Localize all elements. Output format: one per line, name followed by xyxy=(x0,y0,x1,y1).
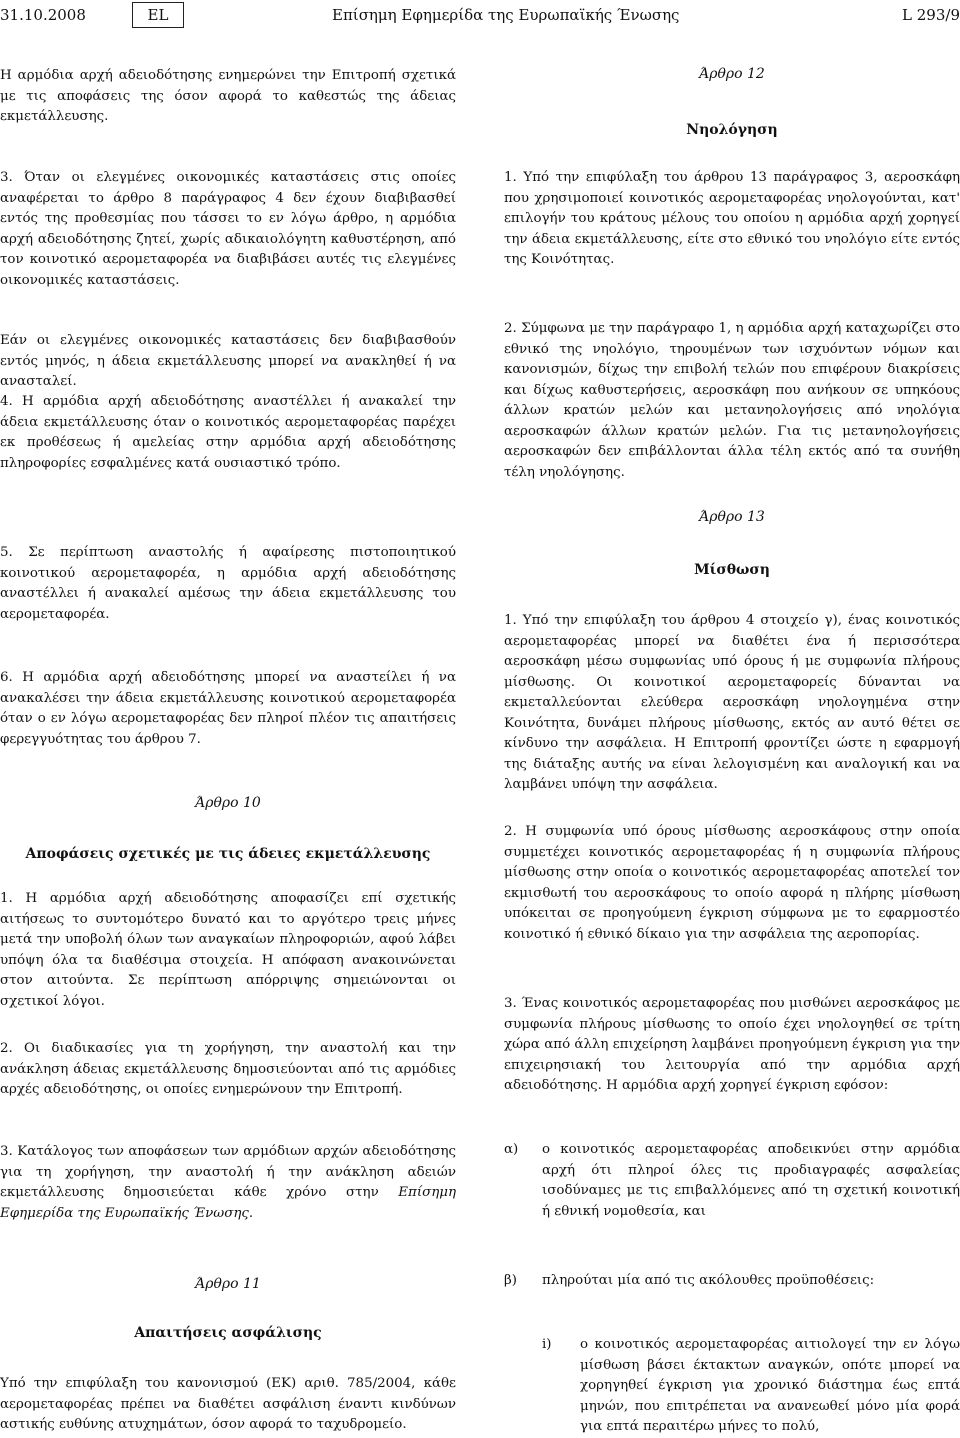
article-10-paragraph-3-text: 3. Κατάλογος των αποφάσεων των αρμόδιων αρχών αδειοδότησης για τη χορήγηση, την αναστολή ή την ανάκληση αδειών εκμετάλλευσης δημοσιεύεται κάθε χρόνο στην xyxy=(0,1144,456,1200)
list-item-a-text: ο κοινοτικός αερομεταφορέας αποδεικνύει στην αρμόδια αρχή ότι πληροί όλες τις προδιαγραφές ασφαλείας ισοδύναμες με τις επιβαλλόμενες από τη σχετική κοινοτική ή εθνική νομοθεσία, και xyxy=(542,1142,960,1219)
article-10-title: Αποφάσεις σχετικές με τις άδειες εκμετάλλευσης xyxy=(25,846,431,862)
article-12-paragraph-2: 2. Σύμφωνα με την παράγραφο 1, η αρμόδια αρχή καταχωρίζει στο εθνικό της νηολόγιο, τηρουμένων των ισχυόντων νόμων και κανονισμών, δίχως την επιβολή τελών που επιφέρουν διακρίσεις και δίχως καθυστερήσεις, αεροσκάφη που ανήκουν σε υπηκόους άλλων κρατών μελών και μετανηολογήσεις από νηολόγια αεροσκαφών άλλων κρατών μελών. Για τις μετανηολογήσεις αεροσκαφών δεν επιβάλλονται άλλα τέλη εκτός από τα συνήθη τέλη νηολόγησης. xyxy=(504,321,960,480)
article-10-paragraph-1: 1. Η αρμόδια αρχή αδειοδότησης αποφασίζει επί σχετικής αιτήσεως το συντομότερο δυνατό και το αργότερο τρεις μήνες μετά την υποβολή όλων των αναγκαίων πληροφοριών, αφού λάβει υπόψη όλα τα διαθέσιμα στοιχεία. Η απόφαση ανακοινώνεται στον αιτούντα. Σε περίπτωση απόρριψης σημειώνονται οι σχετικοί λόγοι. xyxy=(0,891,456,1009)
article-12-number: Άρθρο 12 xyxy=(699,66,765,82)
article-10-paragraph-3 xyxy=(0,1142,456,1224)
paragraph-3: 3. Όταν οι ελεγμένες οικονομικές καταστάσεις στις οποίες αναφέρεται το άρθρο 8 παράγραφος 4 δεν έχουν διαβιβασθεί εντός της προθεσμίας που τάσσει το εν λόγω άρθρο, η αρμόδια αρχή αδειοδότησης ζητεί, χωρίς αδικαιολόγητη καθυστέρηση, από τον κοινοτικό αερομεταφορέα να διαβιβάσει αυτές τις ελεγμένες οικονομικές καταστάσεις. xyxy=(0,170,456,288)
list-item-a-label: α) xyxy=(504,1142,519,1157)
list-item-i-text: ο κοινοτικός αερομεταφορέας αιτιολογεί την εν λόγω μίσθωση βάσει έκτακτων αναγκών, οπότε μπορεί να χορηγηθεί έγκριση για χρονικό διάστημα έως επτά μηνών, που επιτρέπεται να ανανεωθεί μόνο μία φορά για επτά περαιτέρω μήνες το πολύ, xyxy=(580,1337,960,1434)
paragraph-4: 4. Η αρμόδια αρχή αδειοδότησης αναστέλλει ή ανακαλεί την άδεια εκμετάλλευσης όταν ο κοινοτικός αερομεταφορέας παρέχει εκ προθέσεως ή αμελείας στην αρμόδια αρχή αδειοδότησης πληροφορίες εσφαλμένες κατά ουσιαστικό τρόπο. xyxy=(0,394,456,471)
article-12-title: Νηολόγηση xyxy=(686,122,778,138)
article-11-title: Απαιτήσεις ασφάλισης xyxy=(134,1325,322,1341)
list-item-i-label: i) xyxy=(542,1337,552,1352)
page-number: L 293/9 xyxy=(902,6,960,24)
paragraph-6: 6. Η αρμόδια αρχή αδειοδότησης μπορεί να αναστείλει ή να ανακαλέσει την άδεια εκμετάλλευσης κοινοτικού αερομεταφορέα όταν ο εν λόγω αερομεταφορέας δεν πληροί πλέον τις απαιτήσεις φερεγγυότητας του άρθρου 7. xyxy=(0,670,456,747)
journal-title: Επίσημη Εφημερίδα της Ευρωπαϊκής Ένωσης xyxy=(332,6,680,24)
article-10-paragraph-3-end: . xyxy=(248,1205,254,1221)
article-13-paragraph-2: 2. Η συμφωνία υπό όρους μίσθωσης αεροσκάφους στην οποία συμμετέχει κοινοτικός αερομεταφορέας ή η συμφωνία πλήρους μίσθωσης στην οποία ο κοινοτικός αερομεταφορέας αποτελεί τον εκμισθωτή του αεροσκάφους το οποίο αφορά η πλήρης μίσθωση υπόκειται σε προηγούμενη έγκριση σύμφωνα με το εφαρμοστέο κοινοτικό ή εθνικό δίκαιο για την ασφάλεια της αεροπορίας. xyxy=(504,824,960,942)
paragraph-intro: Η αρμόδια αρχή αδειοδότησης ενημερώνει την Επιτροπή σχετικά με τις αποφάσεις της όσον αφορά το καθεστώς της άδειας εκμετάλλευσης. xyxy=(0,68,456,124)
paragraph-5: 5. Σε περίπτωση αναστολής ή αφαίρεσης πιστοποιητικού κοινοτικού αερομεταφορέα, η αρμόδια αρχή αδειοδότησης αναστέλλει ή ανακαλεί αμέσως την άδεια εκμετάλλευσης του αερομεταφορέα. xyxy=(0,545,456,622)
article-10-paragraph-2: 2. Οι διαδικασίες για τη χορήγηση, την αναστολή και την ανάκληση άδειας εκμετάλλευσης δημοσιεύονται από τις αρμόδιες αρχές αδειοδότησης, οι οποίες ενημερώνουν την Επιτροπή. xyxy=(0,1041,456,1097)
article-13-number: Άρθρο 13 xyxy=(699,509,765,525)
article-13-title: Μίσθωση xyxy=(694,562,770,578)
journal-reference: Επίσημη Εφημερίδα της Ευρωπαϊκής Ένωσης xyxy=(0,1185,456,1221)
article-12-paragraph-1: 1. Υπό την επιφύλαξη του άρθρου 13 παράγραφος 3, αεροσκάφη που χρησιμοποιεί κοινοτικός αερομεταφορέας νηολογούνται, κατ' επιλογήν του κράτους μέλους του οποίου η αρμόδια αρχή χορηγεί την άδεια εκμετάλλευσης, είτε στο εθνικό του νηολόγιο είτε εντός της Κοινότητας. xyxy=(504,170,960,267)
list-item-b-label: β) xyxy=(504,1273,517,1288)
article-13-paragraph-1: 1. Υπό την επιφύλαξη του άρθρου 4 στοιχείο γ), ένας κοινοτικός αερομεταφορέας μπορεί να διαθέτει ένα ή περισσότερα αεροσκάφη μέσω συμφωνίας υπό όρους ή με συμφωνία πλήρους μίσθωσης. Οι κοινοτικοί αερομεταφορείς δύνανται να εκμεταλλεύονται ελεύθερα αεροσκάφη νηολογημένα στην Κοινότητα, δυνάμει πλήρους μίσθωσης, εκτός αν αυτό θέτει σε κίνδυνο την ασφάλεια. Η Επιτροπή φροντίζει ώστε η εφαρμογή της διάταξης αυτής να είναι λελογισμένη και αναλογική και να λαμβάνει υπόψη την ασφάλεια. xyxy=(504,613,960,792)
paragraph-3-continued: Εάν οι ελεγμένες οικονομικές καταστάσεις δεν διαβιβασθούν εντός μηνός, η άδεια εκμετάλλευσης μπορεί να ανακληθεί ή να ανασταλεί. xyxy=(0,333,456,389)
article-13-paragraph-3: 3. Ένας κοινοτικός αερομεταφορέας που μισθώνει αεροσκάφος με συμφωνία πλήρους μίσθωσης το οποίο έχει νηολογηθεί σε τρίτη χώρα από άλλη επιχείρηση λαμβάνει προηγούμενη έγκριση για την επιχειρησιακή του λειτουργία από την αρμόδια αρχή αδειοδότησης. Η αρμόδια αρχή χορηγεί έγκριση εφόσον: xyxy=(504,996,960,1093)
article-11-paragraph-1: Υπό την επιφύλαξη του κανονισμού (ΕΚ) αριθ. 785/2004, κάθε αερομεταφορέας πρέπει να διαθέτει ασφάλιση έναντι κινδύνων αστικής ευθύνης ατυχημάτων, όσον αφορά το ταχυδρομείο. xyxy=(0,1376,456,1432)
list-item-b-text: πληρούται μία από τις ακόλουθες προϋποθέσεις: xyxy=(542,1273,875,1288)
page-header xyxy=(0,0,960,30)
language-badge: EL xyxy=(132,2,184,28)
publication-date: 31.10.2008 xyxy=(0,6,86,24)
article-10-number: Άρθρο 10 xyxy=(195,795,261,811)
article-11-number: Άρθρο 11 xyxy=(195,1276,261,1292)
